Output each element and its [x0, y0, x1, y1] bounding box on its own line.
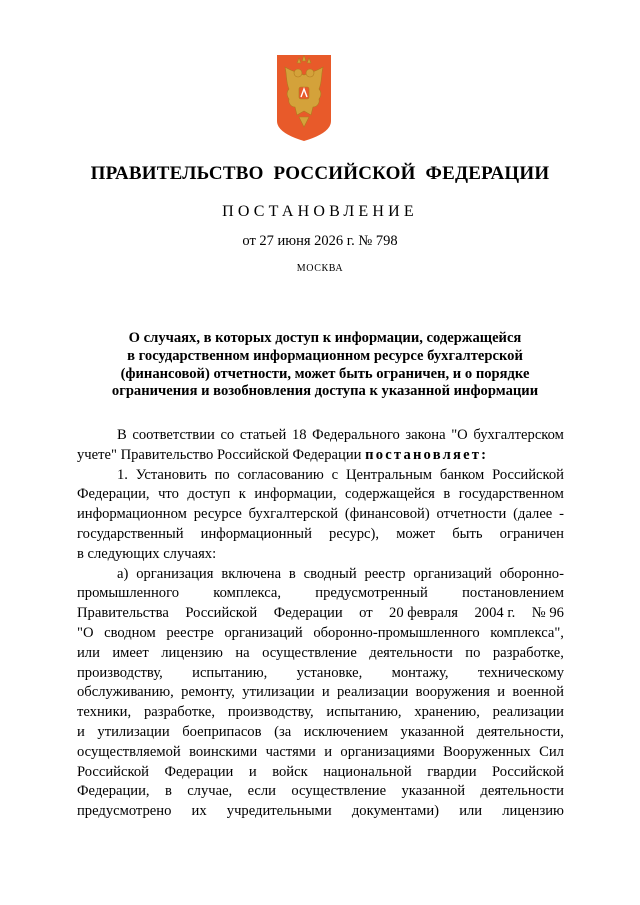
body-word: промышленного: [77, 585, 179, 602]
body-word: утилизации: [97, 723, 170, 740]
body-line: [77, 584, 564, 604]
body-word: по: [214, 466, 230, 483]
body-word: и: [324, 743, 333, 760]
body-word: а): [117, 565, 129, 582]
resolution-word: постановляет:: [365, 446, 489, 463]
body-word: Федерального: [312, 427, 400, 443]
body-word: лицензию: [502, 803, 564, 820]
body-line: [77, 703, 564, 723]
body-word: в: [288, 565, 296, 582]
body-word: Российской: [492, 763, 564, 780]
body-word: Установить: [135, 466, 207, 483]
body-word: к: [238, 486, 246, 503]
body-word: отчетности: [436, 506, 507, 523]
body-word: "О: [451, 427, 468, 443]
body-word: техники,: [77, 704, 132, 721]
body-word: (финансовой): [344, 506, 430, 523]
body-word: ресурс),: [329, 525, 380, 542]
document-body: [77, 426, 564, 822]
heading-line: (финансовой) отчетности, может быть ограничен, и о порядке: [120, 365, 530, 382]
body-line: [77, 446, 564, 466]
body-word: боеприпасов: [182, 723, 262, 740]
body-word: организаций: [413, 565, 492, 582]
body-word: утилизации: [242, 684, 315, 701]
body-word: ограничен: [499, 525, 564, 542]
body-line: [77, 604, 564, 624]
body-word: техническому: [477, 664, 564, 681]
body-word: воинскими: [189, 743, 258, 760]
document-heading: [60, 330, 590, 401]
body-word: случае,: [187, 783, 233, 800]
body-word: частями: [265, 743, 316, 760]
body-word: что: [158, 486, 179, 503]
body-word: с: [331, 466, 339, 483]
body-word: сводном: [104, 624, 156, 641]
body-text: учете" Правительство Российской Федерации: [77, 446, 362, 463]
body-word: в: [443, 486, 451, 503]
body-word: и: [497, 684, 506, 701]
heading-line: в государственном информационном ресурсе бухгалтерской: [127, 347, 523, 364]
body-word: 2004 г.: [474, 605, 516, 622]
body-word: Федерации,: [77, 783, 150, 800]
body-word: "О: [77, 624, 94, 641]
body-line: [77, 644, 564, 664]
body-word: организация: [136, 565, 214, 582]
body-word: со: [220, 427, 235, 443]
body-word: монтажу,: [391, 664, 449, 681]
body-word: ремонту,: [181, 684, 235, 701]
body-word: Центральным: [345, 466, 433, 483]
body-line: [77, 723, 564, 743]
body-line: [77, 763, 564, 783]
body-word: деятельности,: [476, 723, 564, 740]
body-word: комплекса",: [490, 624, 564, 641]
body-word: 20 февраля: [389, 605, 459, 622]
body-word: производству,: [227, 704, 314, 721]
body-word: испытанию,: [326, 704, 402, 721]
body-word: осуществление: [262, 644, 357, 661]
body-word: их: [191, 803, 207, 820]
body-word: статьей: [239, 427, 287, 443]
body-word: войск: [272, 763, 308, 780]
body-word: указанной: [400, 723, 465, 740]
body-word: осуществляемой: [77, 743, 181, 760]
body-word: постановлением: [462, 585, 564, 602]
body-word: и: [248, 763, 257, 780]
body-word: военной: [512, 684, 564, 701]
body-line: [77, 426, 564, 446]
body-word: в: [164, 783, 172, 800]
body-line: [77, 466, 564, 486]
body-word: Федерации: [164, 763, 234, 780]
body-word: или: [77, 644, 100, 661]
body-line: [77, 624, 564, 644]
body-word: государственный: [77, 525, 184, 542]
body-word: указанной: [401, 783, 466, 800]
body-word: документами): [351, 803, 440, 820]
body-word: соответствии: [132, 427, 215, 443]
body-word: бухгалтерском: [473, 427, 564, 443]
body-word: (далее: [513, 506, 553, 523]
body-word: содержащейся: [345, 486, 435, 503]
body-word: доступ: [187, 486, 231, 503]
body-line: [77, 565, 564, 585]
body-word: Российской: [492, 466, 564, 483]
document-type: ПОСТАНОВЛЕНИЕ: [222, 203, 418, 220]
body-word: № 96: [531, 605, 564, 622]
body-word: реестре: [166, 624, 214, 641]
body-line: в следующих случаях:: [77, 545, 217, 562]
body-word: деятельности: [480, 783, 564, 800]
body-word: или: [459, 803, 483, 820]
body-word: и: [77, 723, 85, 740]
document-date-number: от 27 июня 2026 г. № 798: [242, 233, 398, 249]
body-word: от: [359, 605, 373, 622]
body-word: 1.: [117, 466, 128, 483]
body-word: реализации: [492, 704, 564, 721]
body-word: обслуживанию,: [77, 684, 174, 701]
body-line: [77, 802, 564, 822]
russian-coat-of-arms-icon: [277, 55, 331, 141]
body-word: лицензию: [161, 644, 223, 661]
body-word: разработке,: [492, 644, 564, 661]
body-line: [77, 505, 564, 525]
body-word: бухгалтерской: [248, 506, 339, 523]
body-word: предусмотрено: [77, 803, 172, 820]
body-word: организациями: [340, 743, 435, 760]
body-line: [77, 664, 564, 684]
body-word: осуществление: [291, 783, 387, 800]
body-word: вооружения: [415, 684, 490, 701]
coat-of-arms-icon: [277, 55, 331, 141]
body-line: [77, 782, 564, 802]
body-word: информационный: [200, 525, 312, 542]
body-line: [77, 743, 564, 763]
body-word: национальной: [323, 763, 412, 780]
body-word: если: [247, 783, 276, 800]
body-word: организаций: [224, 624, 303, 641]
body-word: исключением: [303, 723, 388, 740]
heading-line: ограничения и возобновления доступа к указанной информации: [111, 383, 539, 400]
body-word: реестр: [364, 565, 406, 582]
body-word: 18: [291, 427, 307, 443]
body-word: деятельности: [369, 644, 453, 661]
body-word: испытанию,: [192, 664, 268, 681]
body-word: В: [117, 427, 127, 443]
body-word: включена: [221, 565, 282, 582]
body-word: оборонно-промышленного: [313, 624, 480, 641]
body-word: Российской: [185, 605, 258, 622]
body-word: по: [465, 644, 481, 661]
body-word: согласованию: [237, 466, 324, 483]
body-word: Вооруженных: [443, 743, 531, 760]
body-word: Правительства: [77, 605, 169, 622]
body-line: [77, 683, 564, 703]
government-title: ПРАВИТЕЛЬСТВО РОССИЙСКОЙ ФЕДЕРАЦИИ: [90, 163, 550, 184]
body-word: может: [396, 525, 436, 542]
body-word: гвардии: [427, 763, 477, 780]
body-line: [77, 525, 564, 545]
body-word: разработке,: [143, 704, 216, 721]
body-word: Федерации: [273, 605, 343, 622]
body-word: реализации: [337, 684, 409, 701]
body-word: (за: [274, 723, 292, 740]
body-word: имеет: [112, 644, 149, 661]
body-word: Федерации,: [77, 486, 150, 503]
document-city: МОСКВА: [296, 263, 344, 274]
body-word: хранению,: [414, 704, 480, 721]
body-word: установке,: [296, 664, 363, 681]
body-line: [77, 485, 564, 505]
body-word: информационном: [77, 506, 187, 523]
body-word: предусмотренный: [315, 585, 428, 602]
body-word: на: [235, 644, 250, 661]
heading-line: О случаях, в которых доступ к информации, содержащейся: [128, 330, 522, 346]
body-word: ресурсе: [193, 506, 242, 523]
body-word: -: [559, 506, 564, 523]
body-word: банком: [439, 466, 485, 483]
body-word: производству,: [77, 664, 163, 681]
body-word: сводный: [303, 565, 357, 582]
body-word: оборонно-: [499, 565, 564, 582]
body-word: Российской: [77, 763, 149, 780]
body-word: государственном: [458, 486, 564, 503]
body-word: быть: [452, 525, 483, 542]
body-word: Сил: [539, 743, 564, 760]
body-word: и: [321, 684, 330, 701]
body-word: комплекса,: [213, 585, 281, 602]
body-word: информации,: [254, 486, 337, 503]
body-word: учредительными: [226, 803, 332, 820]
body-word: закона: [405, 427, 446, 443]
